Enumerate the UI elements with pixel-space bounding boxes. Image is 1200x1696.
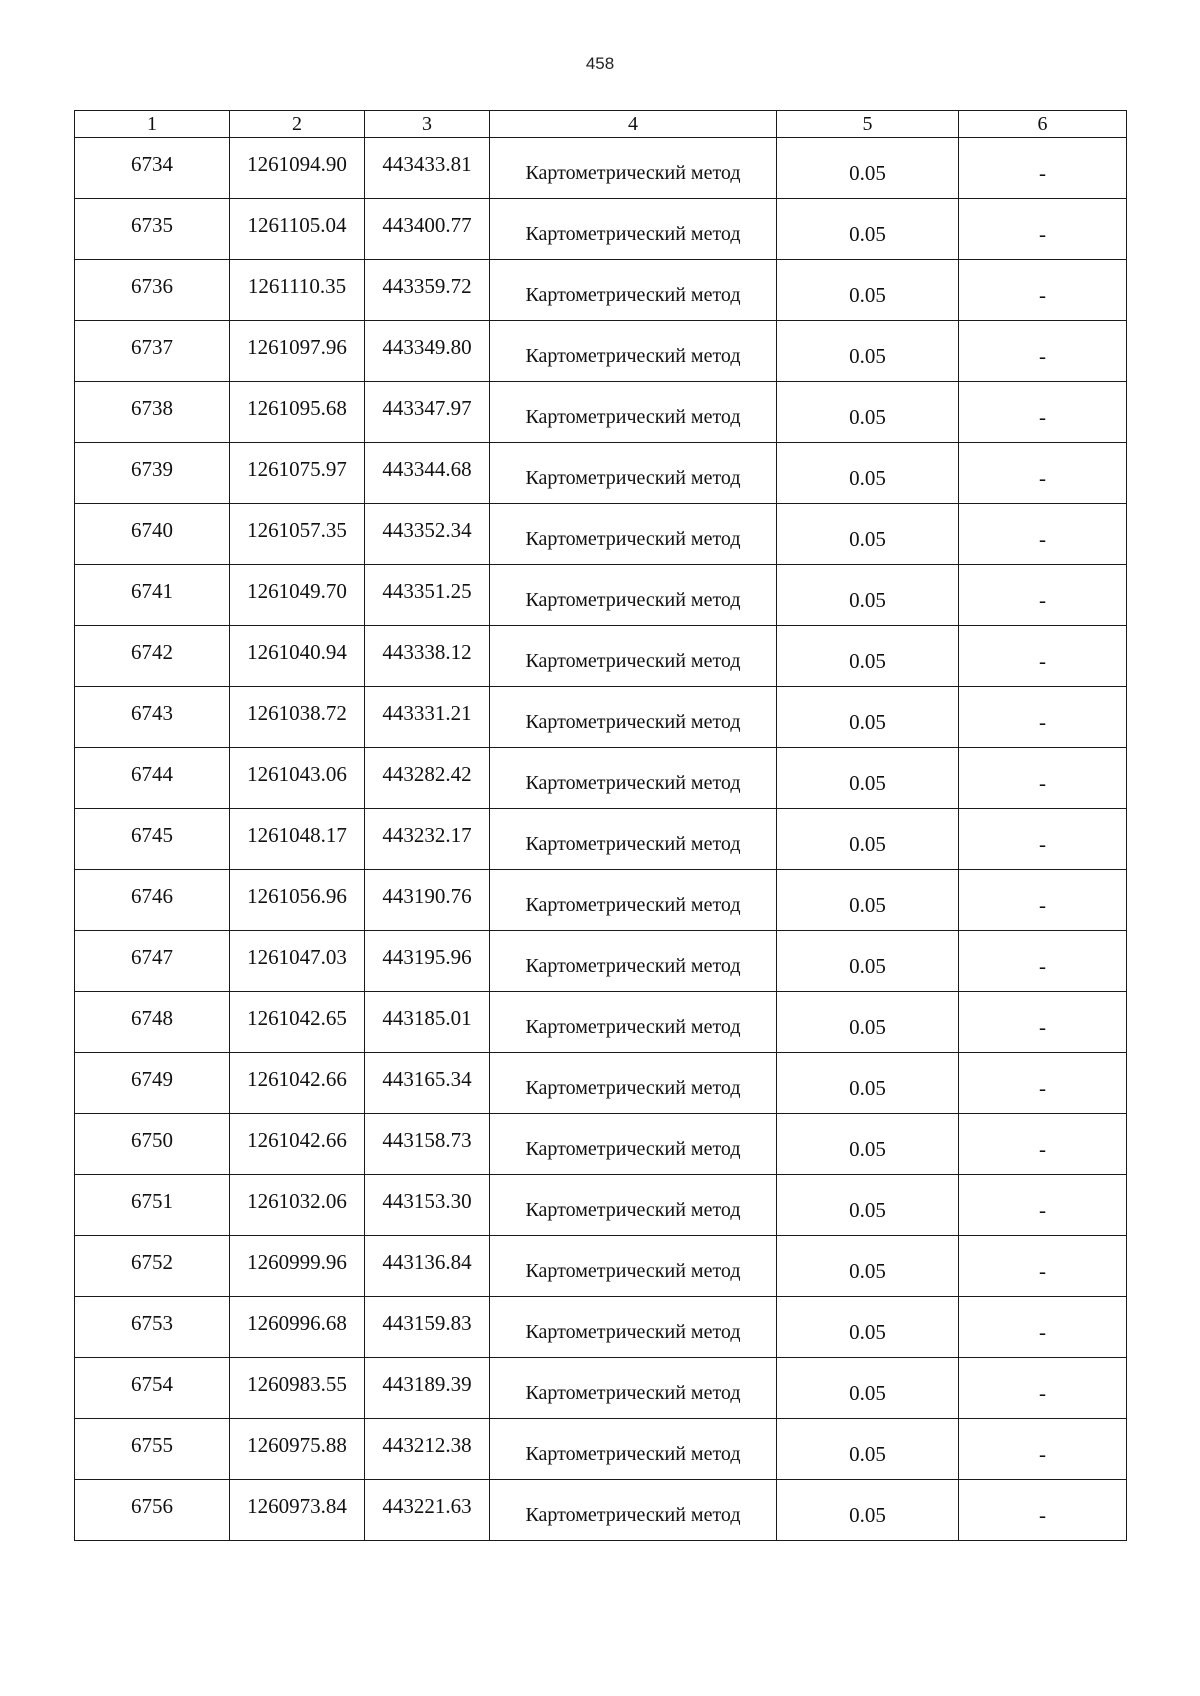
cell-method: Картометрический метод	[490, 748, 777, 809]
cell-accuracy: 0.05	[777, 321, 959, 382]
cell-y-coordinate: 443349.80	[365, 321, 490, 382]
cell-note: -	[959, 1053, 1127, 1114]
cell-accuracy: 0.05	[777, 1419, 959, 1480]
cell-x-coordinate: 1261038.72	[230, 687, 365, 748]
cell-accuracy: 0.05	[777, 199, 959, 260]
cell-accuracy: 0.05	[777, 138, 959, 199]
cell-accuracy: 0.05	[777, 565, 959, 626]
cell-x-coordinate: 1260975.88	[230, 1419, 365, 1480]
cell-method: Картометрический метод	[490, 382, 777, 443]
table-row	[75, 748, 1127, 809]
cell-x-coordinate: 1261075.97	[230, 443, 365, 504]
cell-method: Картометрический метод	[490, 260, 777, 321]
cell-y-coordinate: 443185.01	[365, 992, 490, 1053]
cell-note: -	[959, 321, 1127, 382]
cell-point-number: 6756	[75, 1480, 230, 1541]
table-row	[75, 1053, 1127, 1114]
cell-accuracy: 0.05	[777, 1114, 959, 1175]
cell-method: Картометрический метод	[490, 321, 777, 382]
cell-note: -	[959, 748, 1127, 809]
cell-y-coordinate: 443282.42	[365, 748, 490, 809]
cell-y-coordinate: 443331.21	[365, 687, 490, 748]
cell-note: -	[959, 1480, 1127, 1541]
column-header-5: 5	[777, 111, 959, 138]
cell-x-coordinate: 1261040.94	[230, 626, 365, 687]
cell-point-number: 6741	[75, 565, 230, 626]
cell-accuracy: 0.05	[777, 504, 959, 565]
cell-x-coordinate: 1260983.55	[230, 1358, 365, 1419]
table-row	[75, 382, 1127, 443]
cell-method: Картометрический метод	[490, 992, 777, 1053]
cell-y-coordinate: 443338.12	[365, 626, 490, 687]
table-row	[75, 565, 1127, 626]
cell-note: -	[959, 1175, 1127, 1236]
cell-x-coordinate: 1261110.35	[230, 260, 365, 321]
table-row	[75, 1236, 1127, 1297]
cell-note: -	[959, 382, 1127, 443]
header-row	[75, 111, 1127, 138]
cell-accuracy: 0.05	[777, 1297, 959, 1358]
cell-point-number: 6736	[75, 260, 230, 321]
cell-y-coordinate: 443359.72	[365, 260, 490, 321]
cell-method: Картометрический метод	[490, 809, 777, 870]
cell-x-coordinate: 1261042.66	[230, 1114, 365, 1175]
cell-note: -	[959, 565, 1127, 626]
cell-x-coordinate: 1261095.68	[230, 382, 365, 443]
cell-x-coordinate: 1260973.84	[230, 1480, 365, 1541]
cell-y-coordinate: 443221.63	[365, 1480, 490, 1541]
cell-x-coordinate: 1260999.96	[230, 1236, 365, 1297]
table-row	[75, 443, 1127, 504]
column-header-3: 3	[365, 111, 490, 138]
cell-x-coordinate: 1260996.68	[230, 1297, 365, 1358]
cell-accuracy: 0.05	[777, 443, 959, 504]
table-row	[75, 504, 1127, 565]
table-row	[75, 1297, 1127, 1358]
cell-y-coordinate: 443159.83	[365, 1297, 490, 1358]
cell-accuracy: 0.05	[777, 1236, 959, 1297]
cell-x-coordinate: 1261105.04	[230, 199, 365, 260]
cell-y-coordinate: 443158.73	[365, 1114, 490, 1175]
cell-point-number: 6738	[75, 382, 230, 443]
cell-method: Картометрический метод	[490, 199, 777, 260]
table-row	[75, 931, 1127, 992]
column-header-6: 6	[959, 111, 1127, 138]
cell-y-coordinate: 443189.39	[365, 1358, 490, 1419]
cell-note: -	[959, 626, 1127, 687]
cell-note: -	[959, 260, 1127, 321]
cell-method: Картометрический метод	[490, 1053, 777, 1114]
cell-method: Картометрический метод	[490, 1114, 777, 1175]
cell-note: -	[959, 1236, 1127, 1297]
cell-point-number: 6751	[75, 1175, 230, 1236]
table-row	[75, 687, 1127, 748]
cell-y-coordinate: 443195.96	[365, 931, 490, 992]
cell-note: -	[959, 1358, 1127, 1419]
cell-point-number: 6740	[75, 504, 230, 565]
cell-y-coordinate: 443352.34	[365, 504, 490, 565]
cell-accuracy: 0.05	[777, 687, 959, 748]
table-row	[75, 626, 1127, 687]
table-row	[75, 321, 1127, 382]
cell-point-number: 6748	[75, 992, 230, 1053]
cell-note: -	[959, 1419, 1127, 1480]
cell-accuracy: 0.05	[777, 931, 959, 992]
cell-x-coordinate: 1261097.96	[230, 321, 365, 382]
cell-accuracy: 0.05	[777, 748, 959, 809]
cell-method: Картометрический метод	[490, 687, 777, 748]
cell-accuracy: 0.05	[777, 992, 959, 1053]
cell-point-number: 6734	[75, 138, 230, 199]
cell-x-coordinate: 1261056.96	[230, 870, 365, 931]
cell-accuracy: 0.05	[777, 626, 959, 687]
cell-y-coordinate: 443351.25	[365, 565, 490, 626]
cell-point-number: 6737	[75, 321, 230, 382]
table-row	[75, 1114, 1127, 1175]
cell-accuracy: 0.05	[777, 382, 959, 443]
table-row	[75, 1419, 1127, 1480]
table-row	[75, 992, 1127, 1053]
table-body	[75, 138, 1127, 1541]
cell-y-coordinate: 443344.68	[365, 443, 490, 504]
cell-y-coordinate: 443136.84	[365, 1236, 490, 1297]
cell-x-coordinate: 1261043.06	[230, 748, 365, 809]
cell-accuracy: 0.05	[777, 1480, 959, 1541]
cell-y-coordinate: 443232.17	[365, 809, 490, 870]
table-row	[75, 1175, 1127, 1236]
cell-note: -	[959, 1297, 1127, 1358]
table-row	[75, 870, 1127, 931]
table-header	[75, 111, 1127, 138]
table-row	[75, 138, 1127, 199]
cell-point-number: 6754	[75, 1358, 230, 1419]
cell-accuracy: 0.05	[777, 809, 959, 870]
cell-accuracy: 0.05	[777, 870, 959, 931]
cell-y-coordinate: 443212.38	[365, 1419, 490, 1480]
cell-point-number: 6743	[75, 687, 230, 748]
table-row	[75, 260, 1127, 321]
table-row	[75, 1480, 1127, 1541]
cell-note: -	[959, 992, 1127, 1053]
cell-note: -	[959, 504, 1127, 565]
cell-accuracy: 0.05	[777, 1358, 959, 1419]
cell-method: Картометрический метод	[490, 1419, 777, 1480]
cell-point-number: 6745	[75, 809, 230, 870]
cell-x-coordinate: 1261042.66	[230, 1053, 365, 1114]
cell-point-number: 6746	[75, 870, 230, 931]
cell-y-coordinate: 443153.30	[365, 1175, 490, 1236]
cell-method: Картометрический метод	[490, 1297, 777, 1358]
table-row	[75, 809, 1127, 870]
column-header-1: 1	[75, 111, 230, 138]
cell-y-coordinate: 443347.97	[365, 382, 490, 443]
cell-note: -	[959, 687, 1127, 748]
cell-method: Картометрический метод	[490, 1480, 777, 1541]
cell-point-number: 6742	[75, 626, 230, 687]
cell-accuracy: 0.05	[777, 1053, 959, 1114]
column-header-2: 2	[230, 111, 365, 138]
cell-method: Картометрический метод	[490, 1175, 777, 1236]
cell-x-coordinate: 1261032.06	[230, 1175, 365, 1236]
cell-y-coordinate: 443433.81	[365, 138, 490, 199]
cell-method: Картометрический метод	[490, 626, 777, 687]
cell-y-coordinate: 443165.34	[365, 1053, 490, 1114]
cell-point-number: 6750	[75, 1114, 230, 1175]
cell-method: Картометрический метод	[490, 565, 777, 626]
cell-y-coordinate: 443400.77	[365, 199, 490, 260]
cell-x-coordinate: 1261042.65	[230, 992, 365, 1053]
page-number: 458	[585, 54, 615, 73]
cell-point-number: 6753	[75, 1297, 230, 1358]
cell-point-number: 6752	[75, 1236, 230, 1297]
cell-method: Картометрический метод	[490, 1236, 777, 1297]
table-row	[75, 199, 1127, 260]
cell-note: -	[959, 809, 1127, 870]
cell-method: Картометрический метод	[490, 870, 777, 931]
cell-x-coordinate: 1261094.90	[230, 138, 365, 199]
cell-note: -	[959, 199, 1127, 260]
cell-note: -	[959, 931, 1127, 992]
cell-x-coordinate: 1261047.03	[230, 931, 365, 992]
cell-method: Картометрический метод	[490, 504, 777, 565]
cell-x-coordinate: 1261048.17	[230, 809, 365, 870]
cell-point-number: 6744	[75, 748, 230, 809]
cell-point-number: 6747	[75, 931, 230, 992]
table-row	[75, 1358, 1127, 1419]
cell-note: -	[959, 138, 1127, 199]
cell-method: Картометрический метод	[490, 1358, 777, 1419]
cell-method: Картометрический метод	[490, 443, 777, 504]
cell-point-number: 6735	[75, 199, 230, 260]
cell-method: Картометрический метод	[490, 931, 777, 992]
cell-method: Картометрический метод	[490, 138, 777, 199]
cell-y-coordinate: 443190.76	[365, 870, 490, 931]
cell-point-number: 6749	[75, 1053, 230, 1114]
cell-accuracy: 0.05	[777, 260, 959, 321]
cell-point-number: 6755	[75, 1419, 230, 1480]
cell-note: -	[959, 443, 1127, 504]
column-header-4: 4	[490, 111, 777, 138]
cell-note: -	[959, 870, 1127, 931]
cell-x-coordinate: 1261057.35	[230, 504, 365, 565]
cell-x-coordinate: 1261049.70	[230, 565, 365, 626]
coordinates-table	[74, 110, 1127, 1541]
cell-point-number: 6739	[75, 443, 230, 504]
cell-note: -	[959, 1114, 1127, 1175]
cell-accuracy: 0.05	[777, 1175, 959, 1236]
